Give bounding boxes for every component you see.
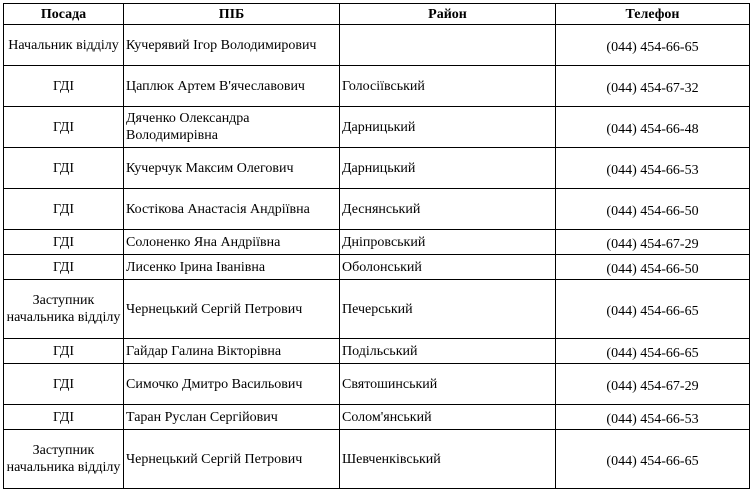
position-cell: ГДІ	[4, 148, 124, 189]
name-cell: Таран Руслан Сергійович	[124, 405, 340, 430]
phone-cell: (044) 454-66-65	[556, 430, 750, 489]
name-cell: Цаплюк Артем В'ячеславович	[124, 66, 340, 107]
phone-cell: (044) 454-66-50	[556, 255, 750, 280]
table-row	[4, 148, 750, 189]
table-row	[4, 189, 750, 230]
district-cell: Подільський	[340, 339, 556, 364]
phone-cell: (044) 454-66-65	[556, 25, 750, 66]
name-cell: Симочко Дмитро Васильович	[124, 364, 340, 405]
header-position: Посада	[4, 4, 124, 25]
name-cell: Чернецький Сергій Петрович	[124, 430, 340, 489]
name-cell: Костікова Анастасія Андріївна	[124, 189, 340, 230]
table-row	[4, 405, 750, 430]
position-cell: ГДІ	[4, 230, 124, 255]
name-cell: Кучерчук Максим Олегович	[124, 148, 340, 189]
district-cell: Шевченківський	[340, 430, 556, 489]
position-cell: ГДІ	[4, 364, 124, 405]
phone-cell: (044) 454-67-32	[556, 66, 750, 107]
position-cell: ГДІ	[4, 405, 124, 430]
table-row	[4, 25, 750, 66]
header-phone: Телефон	[556, 4, 750, 25]
table-row	[4, 255, 750, 280]
table-row	[4, 364, 750, 405]
position-cell: ГДІ	[4, 66, 124, 107]
name-cell: Солоненко Яна Андріївна	[124, 230, 340, 255]
phone-cell: (044) 454-66-53	[556, 405, 750, 430]
phone-cell: (044) 454-66-53	[556, 148, 750, 189]
district-cell: Оболонський	[340, 255, 556, 280]
name-cell: Гайдар Галина Вікторівна	[124, 339, 340, 364]
phone-cell: (044) 454-66-65	[556, 280, 750, 339]
position-cell: Начальник відділу	[4, 25, 124, 66]
phone-cell: (044) 454-66-65	[556, 339, 750, 364]
phone-cell: (044) 454-66-50	[556, 189, 750, 230]
position-cell: Заступник начальника відділу	[4, 280, 124, 339]
position-cell: ГДІ	[4, 189, 124, 230]
name-cell: Дяченко Олександра Володимирівна	[124, 107, 340, 148]
name-cell: Чернецький Сергій Петрович	[124, 280, 340, 339]
table-row	[4, 280, 750, 339]
district-cell: Деснянський	[340, 189, 556, 230]
district-cell: Дарницький	[340, 148, 556, 189]
header-name: ПІБ	[124, 4, 340, 25]
table-row	[4, 107, 750, 148]
position-cell: ГДІ	[4, 255, 124, 280]
position-cell: Заступник начальника відділу	[4, 430, 124, 489]
header-district: Район	[340, 4, 556, 25]
header-row	[4, 4, 750, 25]
table-row	[4, 339, 750, 364]
name-cell: Кучерявий Ігор Володимирович	[124, 25, 340, 66]
position-cell: ГДІ	[4, 339, 124, 364]
district-cell: Голосіївський	[340, 66, 556, 107]
table-row	[4, 230, 750, 255]
position-cell: ГДІ	[4, 107, 124, 148]
phone-cell: (044) 454-67-29	[556, 230, 750, 255]
district-cell: Солом'янський	[340, 405, 556, 430]
phone-cell: (044) 454-66-48	[556, 107, 750, 148]
table-row	[4, 66, 750, 107]
district-cell: Дарницький	[340, 107, 556, 148]
district-cell: Печерський	[340, 280, 556, 339]
district-cell	[340, 25, 556, 66]
contacts-table	[3, 3, 750, 489]
name-cell: Лисенко Ірина Іванівна	[124, 255, 340, 280]
phone-cell: (044) 454-67-29	[556, 364, 750, 405]
district-cell: Дніпровський	[340, 230, 556, 255]
table-row	[4, 430, 750, 489]
district-cell: Святошинський	[340, 364, 556, 405]
